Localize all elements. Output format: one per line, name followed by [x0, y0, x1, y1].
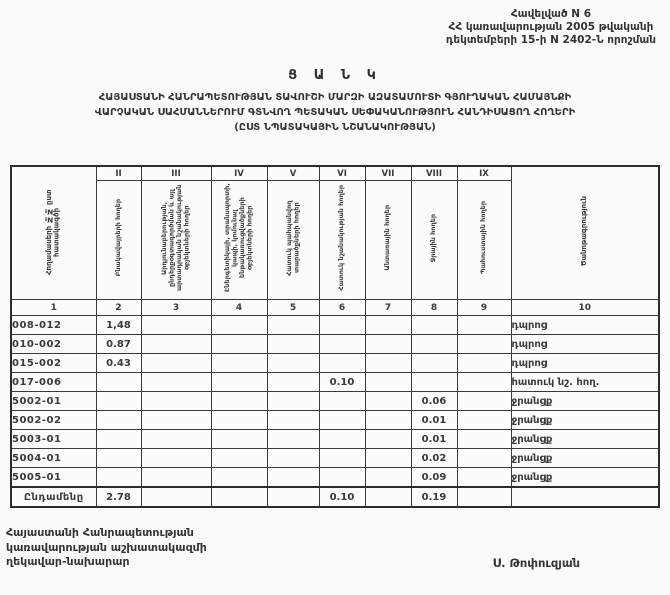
col-header-reserve-lands: Պահուստային հողեր — [457, 181, 511, 300]
col-header-notes: Ծանոթագրություն — [511, 166, 659, 300]
col-header-industrial-lands: Արդյունաբերության, ընդերքօգտագործման և այլ արտադրական նշանակության օբյեկտների հողեր — [141, 181, 211, 300]
area-value-cell — [319, 430, 365, 449]
area-value-cell — [267, 354, 319, 373]
area-value-cell: 0.43 — [96, 354, 141, 373]
area-value-cell — [319, 354, 365, 373]
plot-number-cell: 008-012 — [11, 316, 96, 335]
area-value-cell — [211, 468, 267, 488]
subtitle-line: ՎԱՐՉԱԿԱՆ ՍԱՀՄԱՆՆԵՐՈՒՄ ԳՏՆՎՈՂ ՊԵՏԱԿԱՆ ՍԵՓԱԿԱՆՈՒԹՅՈՒՆ ՀԱՆԴԻՍԱՑՈՂ ՀՈՂԵՐԻ — [94, 107, 576, 118]
area-value-cell — [141, 354, 211, 373]
col-numeral: II — [96, 166, 141, 181]
note-cell: ջրանցք — [511, 392, 659, 411]
area-value-cell — [457, 335, 511, 354]
area-value-cell — [141, 449, 211, 468]
plot-number-cell: 015-002 — [11, 354, 96, 373]
area-value-cell — [96, 430, 141, 449]
area-value-cell — [211, 316, 267, 335]
area-value-cell — [411, 354, 457, 373]
area-value-cell — [319, 316, 365, 335]
area-value-cell — [457, 430, 511, 449]
area-value-cell — [141, 392, 211, 411]
area-value-cell — [267, 487, 319, 507]
col-index: 7 — [365, 300, 411, 316]
area-value-cell: 0.87 — [96, 335, 141, 354]
area-value-cell — [365, 392, 411, 411]
page-title: Ց Ա Ն Կ — [288, 68, 382, 83]
document-subtitle — [10, 90, 660, 135]
col-header-protected-area-lands: Հատուկ պահպանվող տարածքների հողեր — [267, 181, 319, 300]
table-body — [11, 316, 659, 508]
area-value-cell — [267, 411, 319, 430]
area-value-cell — [96, 373, 141, 392]
area-value-cell: 0.06 — [411, 392, 457, 411]
col-numeral: VIII — [411, 166, 457, 181]
area-value-cell — [457, 411, 511, 430]
area-value-cell — [267, 335, 319, 354]
area-value-cell: 1,48 — [96, 316, 141, 335]
plot-number-cell: 5002-02 — [11, 411, 96, 430]
area-value-cell — [319, 335, 365, 354]
signature-name: Ս. Թոփուզյան — [492, 556, 580, 570]
note-cell: դպրոց — [511, 335, 659, 354]
note-cell: ջրանցք — [511, 430, 659, 449]
appendix-line: դեկտեմբերի 15-ի N 2402-Ն որոշման — [445, 34, 656, 46]
total-row — [11, 487, 659, 507]
area-value-cell — [411, 316, 457, 335]
area-value-cell: 2.78 — [96, 487, 141, 507]
area-value-cell: 0.10 — [319, 373, 365, 392]
note-cell: դպրոց — [511, 354, 659, 373]
appendix-line: ՀՀ կառավարության 2005 թվականի — [448, 21, 654, 33]
col-header-settlement-lands: Բնակավայրերի հողեր — [96, 181, 141, 300]
subtitle-line: (ԸՍՏ ՆՊԱՏԱԿԱՅԻՆ ՆՇԱՆԱԿՈՒԹՅԱՆ) — [234, 122, 436, 133]
table-row — [11, 411, 659, 430]
area-value-cell — [96, 468, 141, 488]
note-cell: հատուկ նշ. հող. — [511, 373, 659, 392]
area-value-cell — [365, 430, 411, 449]
col-index: 3 — [141, 300, 211, 316]
subtitle-line: ՀԱՅԱՍՏԱՆԻ ՀԱՆՐԱՊԵՏՈՒԹՅԱՆ ՏԱՎՈՒՇԻ ՄԱՐԶԻ ԱԶԱՏԱՄՈՒՏԻ ԳՅՈՒՂԱԿԱՆ ՀԱՄԱՅՆՔԻ — [98, 92, 572, 103]
area-value-cell — [365, 487, 411, 507]
area-value-cell — [96, 449, 141, 468]
area-value-cell — [267, 449, 319, 468]
column-index-row — [11, 300, 659, 316]
col-header-special-purpose-lands: Հատուկ նշանակության հողեր — [319, 181, 365, 300]
table-row — [11, 449, 659, 468]
table-row — [11, 354, 659, 373]
table-row — [11, 373, 659, 392]
area-value-cell: 0.09 — [411, 468, 457, 488]
table-row — [11, 335, 659, 354]
col-index: 9 — [457, 300, 511, 316]
area-value-cell — [411, 335, 457, 354]
area-value-cell — [319, 468, 365, 488]
area-value-cell: 0.02 — [411, 449, 457, 468]
area-value-cell — [319, 392, 365, 411]
area-value-cell — [267, 430, 319, 449]
area-value-cell — [319, 449, 365, 468]
area-value-cell — [365, 468, 411, 488]
area-value-cell — [141, 430, 211, 449]
area-value-cell: 0.01 — [411, 430, 457, 449]
col-index: 4 — [211, 300, 267, 316]
col-numeral: IV — [211, 166, 267, 181]
area-value-cell — [365, 354, 411, 373]
note-cell — [511, 487, 659, 507]
col-index: 6 — [319, 300, 365, 316]
note-cell: դպրոց — [511, 316, 659, 335]
area-value-cell — [211, 487, 267, 507]
area-value-cell — [96, 411, 141, 430]
col-numeral: V — [267, 166, 319, 181]
area-value-cell — [365, 335, 411, 354]
area-value-cell — [365, 373, 411, 392]
plot-number-cell: 010-002 — [11, 335, 96, 354]
col-header-forest-lands: Անտառային հողեր — [365, 181, 411, 300]
area-value-cell — [141, 411, 211, 430]
note-cell: ջրանցք — [511, 449, 659, 468]
area-value-cell — [411, 373, 457, 392]
plot-number-cell: 5005-01 — [11, 468, 96, 488]
area-value-cell: 0.10 — [319, 487, 365, 507]
plot-number-cell: 5003-01 — [11, 430, 96, 449]
area-value-cell — [457, 392, 511, 411]
col-index: 8 — [411, 300, 457, 316]
table-row — [11, 392, 659, 411]
plot-number-cell: 017-006 — [11, 373, 96, 392]
total-label: Ընդամենը — [11, 487, 96, 507]
col-index: 5 — [267, 300, 319, 316]
area-value-cell — [141, 335, 211, 354]
col-index: 2 — [96, 300, 141, 316]
appendix-block — [446, 8, 656, 47]
area-value-cell — [457, 468, 511, 488]
area-value-cell — [211, 449, 267, 468]
plot-number-cell: 5004-01 — [11, 449, 96, 468]
numeral-header-row — [11, 166, 659, 181]
area-value-cell — [267, 316, 319, 335]
footer-line: Հայաստանի Հանրապետության — [6, 526, 194, 539]
area-value-cell — [365, 411, 411, 430]
area-value-cell — [267, 468, 319, 488]
area-value-cell — [457, 487, 511, 507]
area-value-cell — [457, 316, 511, 335]
area-value-cell — [211, 411, 267, 430]
area-value-cell — [211, 430, 267, 449]
col-index: 1 — [11, 300, 96, 316]
area-value-cell — [141, 316, 211, 335]
note-cell: ջրանցք — [511, 468, 659, 488]
area-value-cell — [141, 487, 211, 507]
area-value-cell — [457, 373, 511, 392]
footer-line: ղեկավար-նախարար — [6, 555, 130, 568]
area-value-cell — [211, 354, 267, 373]
area-value-cell — [211, 373, 267, 392]
col-numeral: VII — [365, 166, 411, 181]
area-value-cell: 0.01 — [411, 411, 457, 430]
table-row — [11, 430, 659, 449]
footer-line: կառավարության աշխատակազմի — [6, 540, 207, 554]
footer-issuer-block — [6, 526, 207, 570]
land-parcel-table — [10, 165, 660, 508]
area-value-cell — [457, 449, 511, 468]
col-numeral: VI — [319, 166, 365, 181]
note-cell: ջրանցք — [511, 411, 659, 430]
table-row — [11, 468, 659, 488]
col-header-plot-number: Հողամասերի №№ ըստ հատակագծի — [11, 166, 96, 300]
area-value-cell — [96, 392, 141, 411]
area-value-cell — [267, 392, 319, 411]
area-value-cell — [319, 411, 365, 430]
area-value-cell — [211, 392, 267, 411]
area-value-cell — [365, 316, 411, 335]
area-value-cell — [457, 354, 511, 373]
area-value-cell: 0.19 — [411, 487, 457, 507]
area-value-cell — [141, 468, 211, 488]
area-value-cell — [141, 373, 211, 392]
col-numeral: IX — [457, 166, 511, 181]
col-numeral: III — [141, 166, 211, 181]
area-value-cell — [211, 335, 267, 354]
area-value-cell — [267, 373, 319, 392]
appendix-line: Հավելված N 6 — [510, 8, 592, 20]
table-row — [11, 316, 659, 335]
col-header-energy-transport-lands: Էներգետիկայի, տրանսպորտի, կապի, կոմունալ ենթակառուցվածքների օբյեկտների հողեր — [211, 181, 267, 300]
col-header-water-lands: Ջրային հողեր — [411, 181, 457, 300]
area-value-cell — [365, 449, 411, 468]
col-index: 10 — [511, 300, 659, 316]
plot-number-cell: 5002-01 — [11, 392, 96, 411]
